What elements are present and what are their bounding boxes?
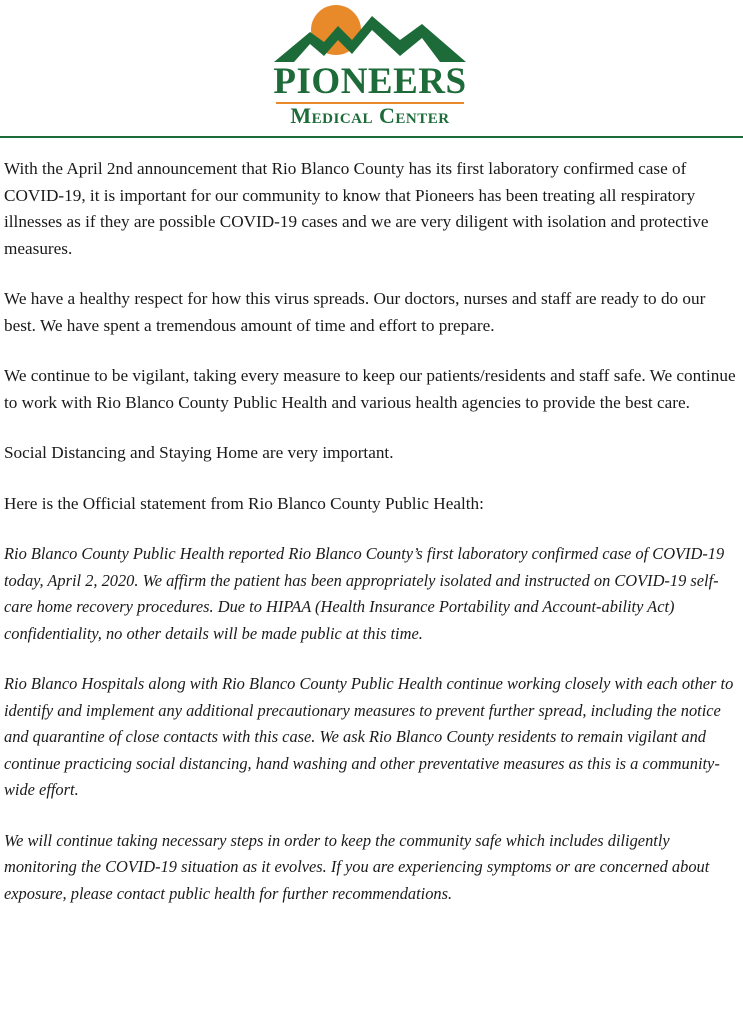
paragraph-intro: With the April 2nd announcement that Rio Blanco County has its first laboratory confirmed case of COVID-19, it is important for our community to know that Pioneers has been treating all respiratory illnesses as if they are possible COVID-19 cases and we are very diligent with isolation and protective measures. — [4, 159, 709, 258]
logo-subtitle: Medical Center — [290, 103, 450, 128]
pioneers-logo — [272, 4, 468, 130]
letter-body — [4, 156, 739, 931]
mountain-sun-icon — [272, 4, 468, 66]
paragraph-statement-intro: Here is the Official statement from Rio Blanco County Public Health: — [4, 493, 484, 513]
statement-paragraph-2: Rio Blanco Hospitals along with Rio Blanco County Public Health continue working closely with each other to identify and implement any additional precautionary measures to prevent further spread, including the notice and quarantine of close contacts with this case. We ask Rio Blanco County residents to remain vigilant and continue practicing social distancing, hand washing and other preventative measures as this is a community-wide effort. — [4, 674, 734, 799]
page-header — [0, 0, 743, 140]
statement-paragraph-3: We will continue taking necessary steps in order to keep the community safe which includes diligently monitoring the COVID-19 situation as it evolves. If you are experiencing symptoms or are concerned about exposure, please contact public health for further recommendations. — [4, 830, 710, 903]
logo-title: PIONEERS — [273, 61, 467, 102]
statement-paragraph-1: Rio Blanco County Public Health reported Rio Blanco County’s first laboratory confirmed case of COVID-19 today, April 2, 2020. We affirm the patient has been appropriately isolated and instructed on COVID-19 self-care home recovery procedures. Due to HIPAA (Health Insurance Portability and Account-ability Act) confidentiality, no other details will be made public at this time. — [4, 544, 725, 643]
paragraph-vigilance: We continue to be vigilant, taking every measure to keep our patients/residents and staff safe. We continue to work with Rio Blanco County Public Health and various health agencies to provide the best care. — [4, 366, 736, 412]
header-divider — [0, 136, 743, 138]
paragraph-preparation: We have a healthy respect for how this virus spreads. Our doctors, nurses and staff are ready to do our best. We have spent a tremendous amount of time and effort to prepare. — [4, 289, 706, 335]
paragraph-distancing: Social Distancing and Staying Home are very important. — [4, 443, 394, 462]
